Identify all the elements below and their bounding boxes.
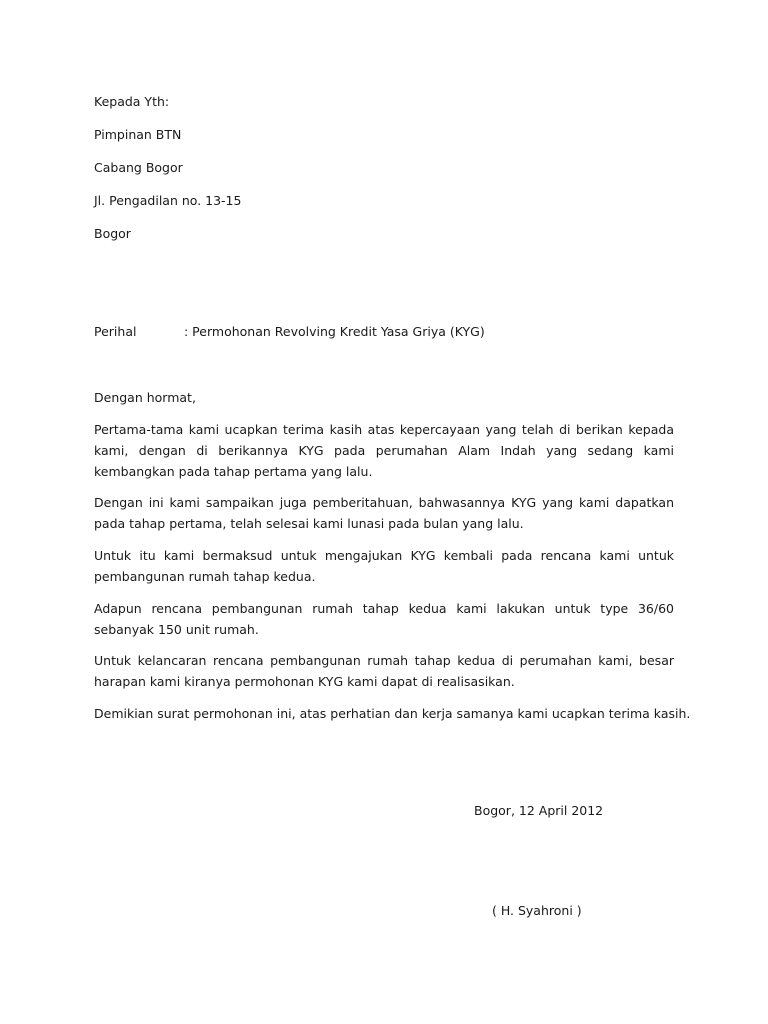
body-paragraph: Untuk kelancaran rencana pembangunan rumah tahap kedua di perumahan kami, besar harapan kami kiranya permohonan KYG kami dapat di realisasikan. xyxy=(94,653,674,689)
closing-sentence: Demikian surat permohonan ini, atas perhatian dan kerja samanya kami ucapkan terima kasih. xyxy=(94,706,691,721)
subject-text: : Permohonan Revolving Kredit Yasa Griya (KYG) xyxy=(184,324,485,339)
body-paragraph: Pertama-tama kami ucapkan terima kasih atas kepercayaan yang telah di berikan kepada kami, dengan di berikannya KYG pada perumahan Alam Indah yang sedang kami kembangkan pada tahap pertama yang lalu. xyxy=(94,422,674,479)
body-paragraph: Untuk itu kami bermaksud untuk mengajukan KYG kembali pada rencana kami untuk pembangunan rumah tahap kedua. xyxy=(94,548,674,584)
body-paragraph: Adapun rencana pembangunan rumah tahap kedua kami lakukan untuk type 36/60 sebanyak 150 unit rumah. xyxy=(94,601,674,637)
subject-label: Perihal xyxy=(94,324,137,339)
recipient-greeting: Kepada Yth: xyxy=(94,94,170,109)
place-date: Bogor, 12 April 2012 xyxy=(474,803,604,818)
recipient-address: Jl. Pengadilan no. 13-15 xyxy=(94,193,242,208)
recipient-city: Bogor xyxy=(94,226,131,241)
recipient-name: Pimpinan BTN xyxy=(94,127,182,142)
signer-name: ( H. Syahroni ) xyxy=(492,903,582,918)
body-paragraph: Dengan ini kami sampaikan juga pemberitahuan, bahwasannya KYG yang kami dapatkan pada tahap pertama, telah selesai kami lunasi pada bulan yang lalu. xyxy=(94,495,674,531)
recipient-branch: Cabang Bogor xyxy=(94,160,183,175)
salutation: Dengan hormat, xyxy=(94,390,196,405)
